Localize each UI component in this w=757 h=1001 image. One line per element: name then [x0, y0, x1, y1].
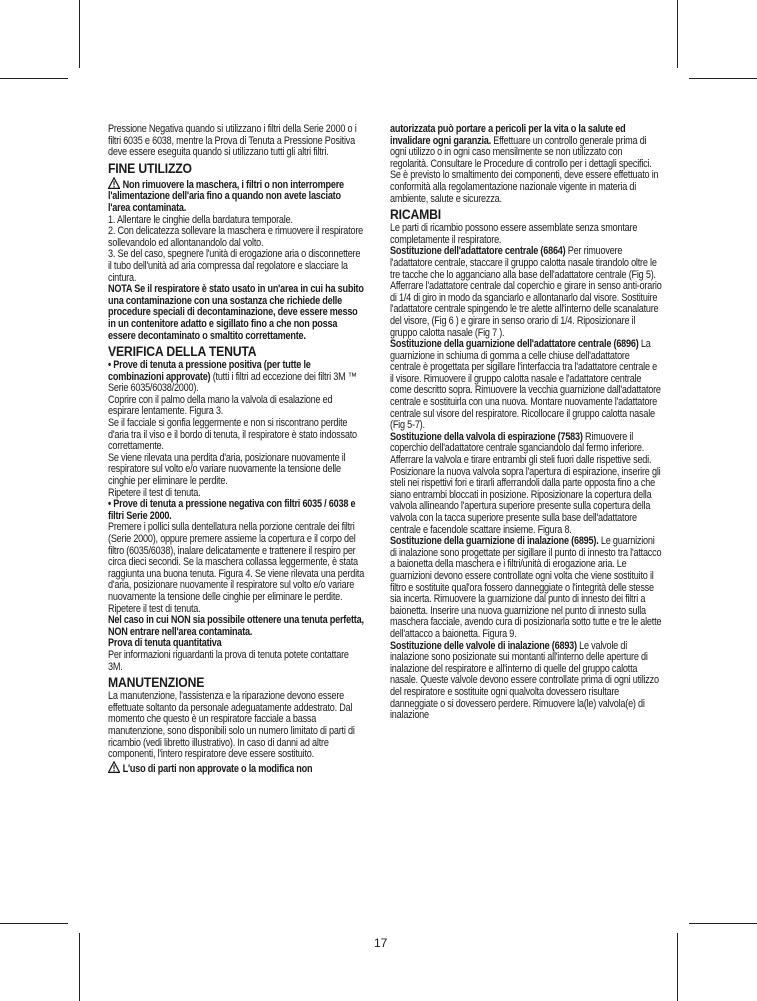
maintenance-warning [108, 761, 364, 776]
intro-text: Pressione Negativa quando si utilizzano i filtri della Serie 2000 o i filtri 6035 e 6038, mentre la Prova di Tenuta a Pressione Positiva deve essere eseguita quando si utilizzano tutti gli altri filtri. [108, 123, 357, 159]
crop-mark [79, 0, 80, 68]
section-title: Sostituzione delle valvole di inalazione (6893) [390, 639, 577, 652]
positive-test-body: Ripetere il test di tenuta. [108, 486, 201, 499]
right-column [390, 124, 662, 722]
section-title: Sostituzione della guarnizione dell'adattatore centrale (6896) [390, 338, 639, 351]
crop-mark [677, 0, 678, 68]
section-valvola-espirazione [390, 432, 662, 536]
negative-test-warning: Nel caso in cui NON sia possibile ottenere una tenuta perfetta, NON entrare nell'area contaminata. [108, 614, 364, 638]
section-title: Sostituzione della guarnizione di inalazione (6895). [390, 535, 599, 548]
fine-warning [108, 177, 364, 215]
quantitative-test-title: Prova di tenuta quantitativa [108, 637, 222, 650]
section-body: Per rimuovere l'adattatore centrale, staccare il gruppo calotta nasale tirandolo oltre le tre tacche che lo agganciano alla base dell'adattatore centrale (Fig 5). Afferrare l'adattatore centrale dal coperchio e girare in senso anti-orario di 1/4 di giro in modo da sganciarlo e allontanarlo dal visore. Sostituire l'adattatore centrale spingendo le tre alette all'interno delle scanalature del visore, (Fig 6 ) e girare in senso orario di 1/4. Riposizionare il gruppo calotta nasale (Fig 7 ). [390, 245, 662, 339]
heading-fine-utilizzo: FINE UTILIZZO [108, 160, 192, 177]
section-title: Sostituzione dell'adattatore centrale (6864) [390, 245, 566, 258]
positive-test-title: • Prove di tenuta a pressione positiva (per tutte le combinazioni approvate) [108, 359, 311, 383]
section-body: Rimuovere il coperchio dell'adattatore centrale sganciandolo dal fermo inferiore. Afferrare la valvola e tirare entrambi gli steli fuori dalle rispettive sedi. Posizionare la nuova valvola sopra l'apertura di espirazione, inserire gli steli nei rispettivi fori e tirarli afferrandoli dalla parte opposta fino a che siano entrambi bloccati in posizione. Riposizionare la copertura della valvola allineando l'apertura superiore presente sulla copertura della valvola con la tacca superiore presente sulla base dell'adattatore centrale e facendole scattare insieme. Figura 8. [390, 430, 661, 536]
crop-mark [689, 923, 757, 924]
fine-nota: NOTA Se il respiratore è stato usato in un'area in cui ha subito una contaminazione con una sostanza che richiede delle procedure speciali di decontaminazione, deve essere messo in un contenitore adatto e sigillato fino a che non possa essere decontaminato o smaltito correttamente. [108, 283, 364, 342]
negative-test-body: Premere i pollici sulla dentellatura nella porzione centrale dei filtri (Serie 2000), oppure premere assieme la copertura e il corpo del filtro (6035/6038), inalare delicatamente e trattenere il respiro per circa dieci secondi. Se la maschera collassa leggermente, è stata raggiunta una buona tenuta. Figura 4. Se viene rilevata una perdita d'aria, posizionare nuovamente il respiratore sul volto e/o variare nuovamente la tensione delle cinghie per eliminare le perdite. Ripetere il test di tenuta. [108, 521, 365, 615]
crop-mark [689, 78, 757, 79]
warning-continuation-bold: autorizzata può portare a pericoli per la vita o la salute ed invalidare ogni garanzia. [390, 123, 626, 147]
section-body: La guarnizione in schiuma di gomma a celle chiuse dell'adattatore centrale è progettata per sigillare l'interfaccia tra l'adattatore centrale e il visore. Rimuovere il gruppo calotta nasale e l'adattatore centrale come descritto sopra. Rimuovere la vecchia guarnizione dall'adattatore centrale e sostituirla con una nuova. Montare nuovamente l'adattatore centrale sul visore del respiratore. Ricollocare il gruppo calotta nasale (Fig 5-7). [390, 338, 661, 432]
crop-mark [0, 78, 68, 79]
warning-continuation-text: Effettuare un controllo generale prima di ogni utilizzo o in ogni caso mensilmente se non utilizzato con regolarità. Consultare le Procedure di controllo per i dettagli specifici. Se è previsto lo smaltimento dei componenti, deve essere effettuato in conformità alla regolamentazione nazionale vigente in materia di ambiente, salute e sicurezza. [390, 134, 659, 205]
section-guarnizione-inalazione [390, 536, 662, 640]
quantitative-test-body: Per informazioni riguardanti la prova di tenuta potete contattare 3M. [108, 648, 349, 673]
maintenance-body: La manutenzione, l'assistenza e la riparazione devono essere effettuate soltanto da personale adeguatamente addestrato. Dal momento che questo è un respiratore facciale a bassa manutenzione, sono disponibili solo un numero limitato di parti di ricambio (vedi libretto illustrativo). In caso di danni ad altre componenti, l'intero respiratore deve essere sostituito. [108, 690, 355, 761]
positive-test-body: Se viene rilevata una perdita d'aria, posizionare nuovamente il respiratore sul volto e/o variare nuovamente la tensione delle cinghie per eliminare le perdite. [108, 451, 346, 488]
section-guarnizione-adattatore [390, 339, 662, 432]
heading-verifica-tenuta: VERIFICA DELLA TENUTA [108, 344, 257, 361]
fine-step: 2. Con delicatezza sollevare la maschera e rimuovere il respiratore sollevandolo ed allontanandolo dal volto. [108, 225, 363, 249]
warning-continuation [390, 124, 662, 205]
page-number: 17 [374, 936, 388, 950]
fine-step: 1. Allentare le cinghie della bardatura temporale. [108, 213, 293, 226]
warning-icon [108, 177, 120, 189]
positive-test-body: Coprire con il palmo della mano la valvola di esalazione ed espirare lentamente. Figura 3. [108, 393, 333, 418]
ricambi-intro: Le parti di ricambio possono essere assemblate senza smontare completamente il respiratore. [390, 222, 638, 246]
crop-mark [677, 933, 678, 1001]
crop-mark [79, 933, 80, 1001]
fine-warning-text: Non rimuovere la maschera, i filtri o non interrompere l'alimentazione dell'aria fino a quando non avete lasciato l'area contaminata. [108, 178, 344, 214]
section-body: Le valvole di inalazione sono posizionate sui montanti all'interno delle aperture di inalazione del respiratore e all'interno di quelle del gruppo calotta nasale. Queste valvole devono essere controllate prima di ogni utilizzo del respiratore e sostituite ogni qualvolta dovessero risultare danneggiate o si dovessero perdere. Rimuovere la(le) valvola(e) di inalazione [390, 639, 659, 722]
section-valvole-inalazione [390, 641, 662, 722]
section-body: Le guarnizioni di inalazione sono progettate per sigillare il punto di innesto tra l'attacco a baionetta della maschera e i filtri/unità di erogazione aria. Le guarnizioni devono essere controllate ogni volta che viene sostituito il filtro e sostituite qual'ora fossero danneggiate o l'integrità delle stesse sia incerta. Rimuovere la guarnizione dal punto di innesto dei filtri a baionetta. Inserire una nuova guarnizione nel punto di innesto sulla maschera facciale, avendo cura di posizionarla sotto tutte e tre le alette dell'attacco a baionetta. Figura 9. [390, 535, 662, 640]
maintenance-warning-text: L'uso di parti non approvate o la modifica non [122, 762, 313, 775]
heading-manutenzione: MANUTENZIONE [108, 675, 205, 692]
warning-icon [108, 761, 120, 773]
heading-ricambi: RICAMBI [390, 207, 441, 224]
negative-test-title: • Prove di tenuta a pressione negativa con filtri 6035 / 6038 e filtri Serie 2000. [108, 498, 356, 522]
left-column [108, 124, 364, 775]
fine-step: 3. Se del caso, spegnere l'unità di erogazione aria o disconnettere il tubo dell'unità ad aria compressa dal regolatore e slacciare la cintura. [108, 248, 361, 284]
positive-pressure-test [108, 360, 364, 395]
section-title: Sostituzione della valvola di espirazione (7583) [390, 430, 583, 443]
positive-test-note: (tutti i filtri ad eccezione dei filtri 3M ™ Serie 6035/6038/2000). [108, 370, 357, 395]
positive-test-body: Se il facciale si gonfia leggermente e non si riscontrano perdite d'aria tra il viso e il bordo di tenuta, il respiratore è stato indossato correttamente. [108, 417, 357, 453]
crop-mark [0, 923, 68, 924]
section-adattatore-centrale [390, 246, 662, 339]
